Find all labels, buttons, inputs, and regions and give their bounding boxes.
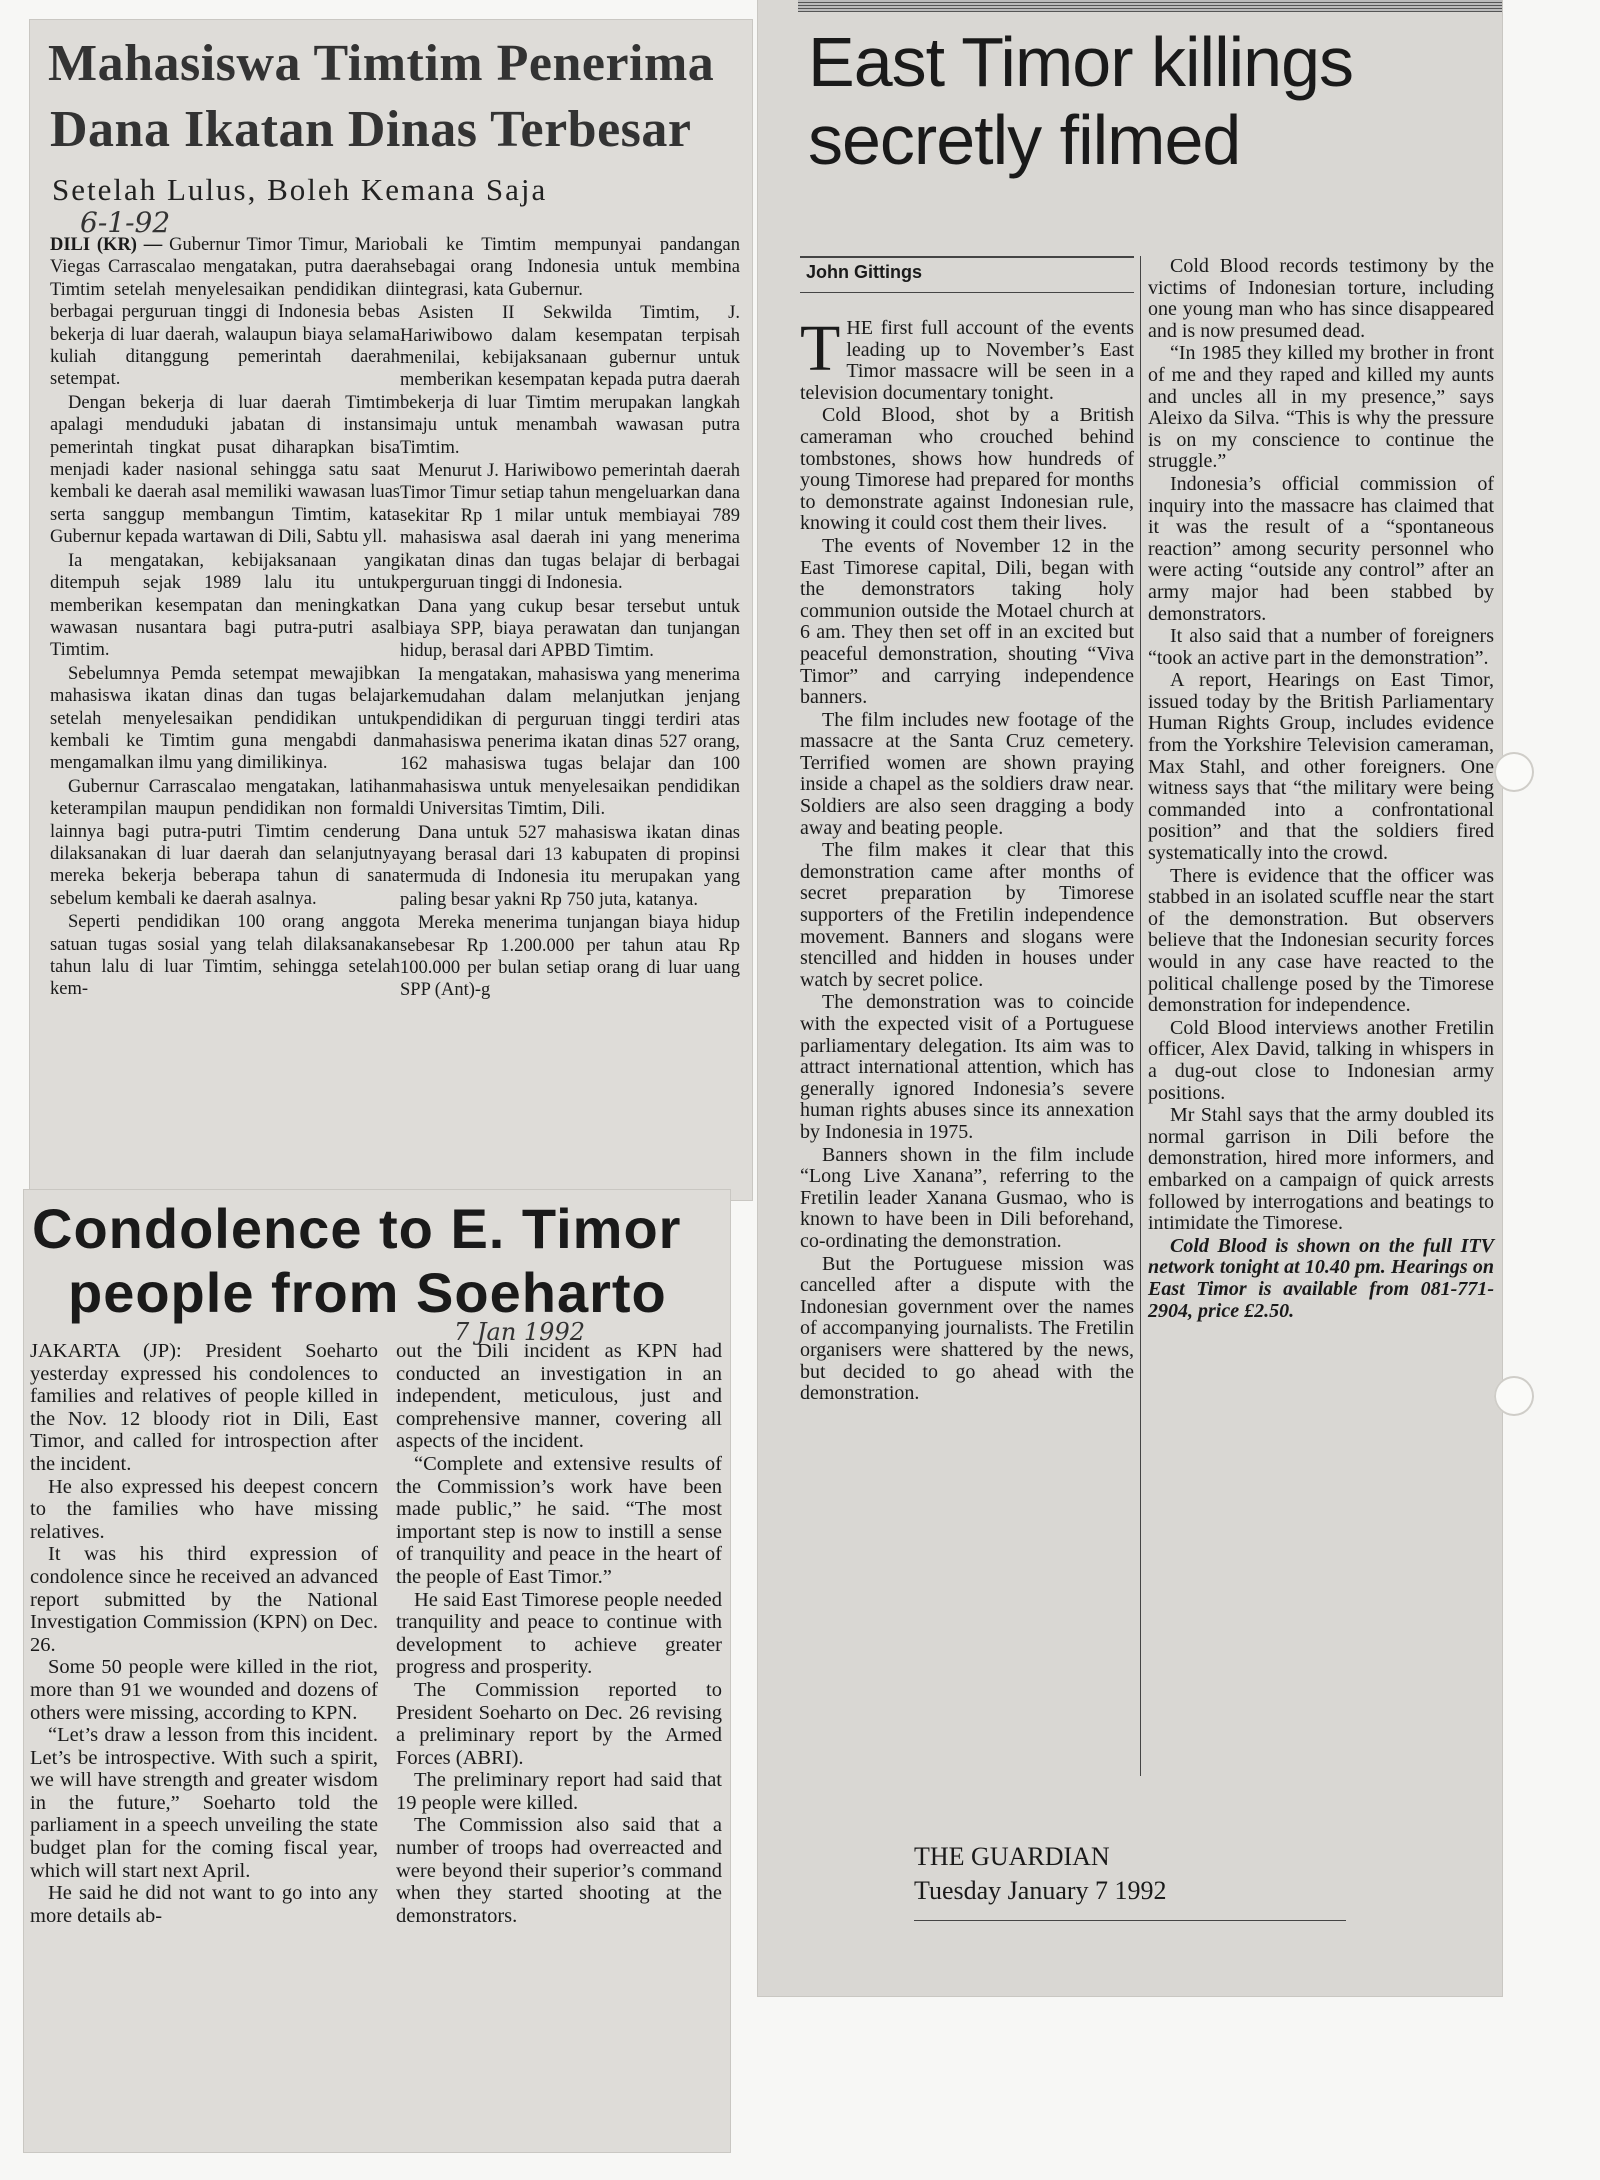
paragraph: Cold Blood, shot by a British cameraman who crouched behind tombstones, shows how hundreds of young Timorese had prepared for months to demonstrate against Indonesian rule, knowing it could cost them their lives. bbox=[800, 404, 1134, 535]
indo-subhead: Setelah Lulus, Boleh Kemana Saja bbox=[52, 172, 548, 207]
byline-rule-top bbox=[800, 256, 1134, 258]
condolence-clipping bbox=[24, 1190, 730, 2152]
source-date: Tuesday January 7 1992 bbox=[914, 1876, 1167, 1905]
paragraph: JAKARTA (JP): President Soeharto yesterday expressed his condolences to families and relatives of people killed in the Nov. 12 bloody riot in Dili, East Timor, and called for introspection after the incident. bbox=[30, 1340, 378, 1475]
paragraph: The film makes it clear that this demonstration came after months of secret preparation by Timorese supporters of the Fretilin independence movement. Banners and slogans were stencilled and hidden in houses under watch by secret police. bbox=[800, 839, 1134, 991]
paragraph: A report, Hearings on East Timor, issued today by the British Parliamentary Human Rights Group, includes evidence from the Yorkshire Television cameraman, Max Stahl, and other foreigners. One witness says that “the military were being commanded into a confrontational position” and that the soldiers fired systematically into the crowd. bbox=[1148, 669, 1494, 865]
condolence-handwritten-date: 7 Jan 1992 bbox=[454, 1318, 585, 1346]
paragraph: Some 50 people were killed in the riot, more than 91 we wounded and dozens of others were missing, according to KPN. bbox=[30, 1656, 378, 1724]
condolence-column-1 bbox=[30, 1340, 378, 1927]
guardian-column-2 bbox=[1148, 256, 1494, 1323]
guardian-headline-line1: East Timor killings bbox=[808, 23, 1354, 101]
source-name: THE GUARDIAN bbox=[914, 1842, 1110, 1871]
paragraph: Dengan bekerja di luar daerah Timtim apalagi menduduki jabatan di instansi pemerintah tingkat pusat diharapkan bisa menjadi kader nasional sehingga satu saat kembali ke daerah asal memiliki wawasan luas serta sanggup membangun Timtim, kata Gubernur kepada wartawan di Dili, Sabtu yll. bbox=[50, 392, 400, 548]
paragraph: Dana untuk 527 mahasiswa ikatan dinas yang berasal dari 13 kabupaten di propinsi termuda di Indonesia itu merupakan yang paling besar yakni Rp 750 juta, katanya. bbox=[400, 822, 740, 910]
paragraph: “Let’s draw a lesson from this incident. Let’s be introspective. With such a spirit, we will have strength and greater wisdom in the future,” Soeharto told the parliament in a speech unveiling the state budget plan for the coming fiscal year, which will start next April. bbox=[30, 1724, 378, 1882]
drop-cap: T bbox=[800, 312, 841, 385]
paragraph: It was his third expression of condolence since he received an advanced report submitted by the National Investigation Commission (KPN) on Dec. 26. bbox=[30, 1543, 378, 1656]
source-rule bbox=[914, 1920, 1346, 1921]
paragraph: Seperti pendidikan 100 orang anggota satuan tugas sosial yang telah dilaksanakan tahun lalu di luar Timtim, sehingga setelah kem- bbox=[50, 912, 400, 1000]
indo-column-1: DILI (KR) — Gubernur Timor Timur, Mario Viegas Carrascalao mengatakan, putra daerah Timtim setelah menyelesaikan pendidikan di berbagai perguruan tinggi di Indonesia bebas bekerja di luar daerah, walaupun biaya selama kuliah ditanggung pemerintah daerah setempat. Dengan bekerja di luar daerah Timtim apalagi menduduki jabatan di instansi pemerintah tingkat pusat diharapkan bisa menjadi kader nasional sehingga satu saat kembali ke daerah asal memiliki wawasan luas serta sanggup membangun Timtim, kata Gubernur kepada wartawan di Dili, Sabtu yll. Ia mengatakan, kebijaksanaan yang ditempuh sejak 1989 lalu itu untuk memberikan kesempatan dan meningkatkan wawasan nusantara bagi putra-putri asal Timtim. Sebelumnya Pemda setempat mewajibkan mahasiswa ikatan dinas dan tugas belajar setelah menyelesaikan pendidikan untuk kembali ke Timtim guna mengabdi dan mengamalkan ilmu yang dimilikinya. Gubernur Carrascalao mengatakan, latihan keterampilan maupun pendidikan non formal lainnya bagi putra-putri Timtim cenderung dilaksanakan di luar daerah dan selanjutnya mereka bekerja beberapa tahun di sana sebelum kembali ke daerah asalnya. Seperti pendidikan 100 orang anggota satuan tugas sosial yang telah dilaksanakan tahun lalu di luar Timtim, sehingga setelah kem- bbox=[50, 235, 401, 1000]
paragraph: It also said that a number of foreigners “took an active part in the demonstration”. bbox=[1148, 625, 1494, 669]
paragraph: Ia mengatakan, kebijaksanaan yang ditempuh sejak 1989 lalu itu untuk memberikan kesempatan dan meningkatkan wawasan nusantara bagi putra-putri asal Timtim. bbox=[50, 550, 400, 661]
paragraph: Menurut J. Hariwibowo pemerintah daerah Timor Timur setiap tahun mengeluarkan dana sekitar Rp 1 milar untuk membiayai 789 mahasiswa asal daerah ini yang menerima ikatan dinas dan tugas belajar di berbagai perguruan tinggi di Indonesia. bbox=[400, 461, 740, 594]
paragraph: But the Portuguese mission was cancelled after a dispute with the Indonesian government over the names of accompanying journalists. The Fretilin organisers were shattered by the news, but decided to go ahead with the demonstration. bbox=[800, 1252, 1134, 1405]
paragraph: The Commission also said that a number of troops had overreacted and were beyond their superior’s command when they started shooting at the demonstrators. bbox=[396, 1814, 722, 1927]
guardian-top-band bbox=[798, 0, 1502, 12]
guardian-headline-line2: secretly filmed bbox=[808, 101, 1241, 179]
punch-hole-lower bbox=[1494, 1376, 1534, 1416]
paragraph: The preliminary report had said that 19 people were killed. bbox=[396, 1769, 722, 1814]
paragraph: There is evidence that the officer was stabbed in an isolated scuffle near the start of the demonstration. But observers believe that the Indonesian security forces would in any case have reacted to the political challenge posed by the Timorese demonstration for independence. bbox=[1148, 864, 1494, 1017]
indo-headline-line2: Dana Ikatan Dinas Terbesar bbox=[50, 101, 692, 158]
paragraph: Cold Blood records testimony by the victims of Indonesian torture, including one young man who has since disappeared and is now presumed dead. bbox=[1148, 255, 1494, 342]
indo-column-2 bbox=[400, 234, 740, 1003]
paragraph: Mr Stahl says that the army doubled its normal garrison in Dili before the demonstration, hired more informers, and embarked on a campaign of quick arrests followed by interrogations and beatings to intimidate the Timorese. bbox=[1148, 1104, 1494, 1235]
paragraph: Asisten II Sekwilda Timtim, J. Hariwibowo dalam kesempatan terpisah menilai, kebijaksanaan gubernur untuk memberikan kesempatan kepada putra daerah bekerja di luar Timtim merupakan langkah maju untuk menambah wawasan putra Timtim. bbox=[400, 303, 740, 458]
paragraph: He said he did not want to go into any more details ab- bbox=[30, 1882, 378, 1927]
condolence-headline-line1: Condolence to E. Timor bbox=[32, 1197, 682, 1260]
column-divider bbox=[1140, 256, 1141, 1776]
indo-headline-line1: Mahasiswa Timtim Penerima bbox=[48, 35, 715, 92]
paragraph: Indonesia’s official commission of inquiry into the massacre has claimed that it was the result of a “spontaneous reaction” among security personnel who were acting “outside any control” after an army major had been stabbed by demonstrators. bbox=[1148, 472, 1494, 625]
guardian-clipping bbox=[758, 0, 1502, 1996]
indonesian-clipping bbox=[30, 20, 752, 1200]
condolence-column-2 bbox=[396, 1340, 722, 1927]
indo-handwritten-date: 6-1-92 bbox=[80, 206, 171, 239]
paragraph: bali ke Timtim mempunyai pandangan sebagai orang Indonesia untuk membina integrasi, kata Gubernur. bbox=[400, 235, 740, 300]
paragraph: “In 1985 they killed my brother in front of me and they raped and killed my aunts and uncles all in my presence,” says Aleixo da Silva. “This is why the pressure is on my conscience to continue the struggle.” bbox=[1148, 342, 1494, 473]
paragraph: Sebelumnya Pemda setempat mewajibkan mahasiswa ikatan dinas dan tugas belajar setelah menyelesaikan pendidikan untuk kembali ke Timtim guna mengabdi dan mengamalkan ilmu yang dimilikinya. bbox=[50, 663, 400, 774]
paragraph: The demonstration was to coincide with the expected visit of a Portuguese parliamentary delegation. Its aim was to attract international attention, which has generally ignored Indonesia’s severe human rights abuses since its annexation by Indonesia in 1975. bbox=[800, 991, 1134, 1143]
paragraph: The events of November 12 in the East Timorese capital, Dili, began with the demonstrators taking holy communion outside the Motael church at 6 am. They then set off in an excited but peaceful demonstration, shouting “Viva Timor” and carrying independence banners. bbox=[800, 534, 1134, 709]
byline: John Gittings bbox=[806, 262, 922, 282]
paragraph: He also expressed his deepest concern to the families who have missing relatives. bbox=[30, 1475, 378, 1543]
paragraph: out the Dili incident as KPN had conducted an investigation in an independent, meticulous, just and comprehensive manner, covering all aspects of the incident. bbox=[396, 1340, 722, 1453]
paragraph: Dana yang cukup besar tersebut untuk biaya SPP, biaya perawatan dan tunjangan hidup, berasal dari APBD Timtim. bbox=[400, 596, 740, 662]
paragraph: “Complete and extensive results of the Commission’s work have been made public,” he said. “The most important step is now to instill a sense of tranquility and peace in the heart of the people of East Timor.” bbox=[396, 1452, 722, 1588]
guardian-column-1: THE first full account of the events leading up to November’s East Timor massacre will be seen in a television documentary tonight. Cold Blood, shot by a British cameraman who crouched behind tombstones, shows how hundreds of young Timorese had prepared for months to demonstrate against Indonesian rule, knowing it could cost them their lives. The events of November 12 in the East Timorese capital, Dili, began with the demonstrators taking holy communion outside the Motael church at 6 am. They then set off in an excited but peaceful demonstration, shouting “Viva Timor” and carrying independence banners. The film includes new footage of the massacre at the Santa Cruz cemetery. Terrified women are shown praying inside a chapel as the soldiers draw near. Soldiers are also seen dragging a body away and beating people. The film makes it clear that this demonstration came after months of secret preparation by Timorese supporters of the Fretilin independence movement. Banners and slogans were stencilled and hidden in houses under watch by secret police. The demonstration was to coincide with the expected visit of a Portuguese parliamentary delegation. Its aim was to attract international attention, which has generally ignored Indonesia’s severe human rights abuses since its annexation by Indonesia in 1975. Banners shown in the film include “Long Live Xanana”, referring to the Fretilin leader Xanana Gusmao, who is known to have been in Dili beforehand, co-ordinating the demonstration. But the Portuguese mission was cancelled after a dispute with the Indonesian government over the names of accompanying journalists. The Fretilin organisers were shattered by the news, but decided to go ahead with the demonstration. bbox=[800, 312, 1134, 1405]
paragraph: He said East Timorese people needed tranquility and peace to continue with development to achieve greater progress and prosperity. bbox=[396, 1588, 722, 1679]
paragraph: Cold Blood interviews another Fretilin officer, Alex David, talking in whispers in a dug-out close to Indonesian army positions. bbox=[1148, 1016, 1494, 1104]
paragraph: Banners shown in the film include “Long Live Xanana”, referring to the Fretilin leader Xanana Gusmao, who is known to have been in Dili beforehand, co-ordinating the demonstration. bbox=[800, 1143, 1134, 1252]
paragraph: Ia mengatakan, mahasiswa yang menerima kemudahan dalam melanjutkan jenjang pendidikan di perguruan tinggi terdiri atas mahasiswa penerima ikatan dinas 527 orang, 162 mahasiswa tugas belajar dan 100 mahasiswa untuk menyelesaikan pendidikan di Universitas Timtim, Dili. bbox=[400, 664, 740, 820]
paragraph: Gubernur Carrascalao mengatakan, latihan keterampilan maupun pendidikan non formal lainnya bagi putra-putri Timtim cenderung dilaksanakan di luar daerah dan selanjutnya mereka bekerja beberapa tahun di sana sebelum kembali ke daerah asalnya. bbox=[50, 776, 400, 909]
paragraph: The film includes new footage of the massacre at the Santa Cruz cemetery. Terrified women are shown praying inside a chapel as the soldiers draw near. Soldiers are also seen dragging a body away and beating people. bbox=[800, 708, 1134, 839]
paragraph: Mereka menerima tunjangan biaya hidup sebesar Rp 1.200.000 per tahun atau Rp 100.000 per bulan setiap orang di luar uang SPP (Ant)-g bbox=[400, 913, 740, 1001]
indo-dateline: DILI (KR) — bbox=[50, 235, 163, 255]
byline-rule-bottom bbox=[800, 292, 1134, 293]
paragraph: The Commission reported to President Soeharto on Dec. 26 revising a preliminary report by the Armed Forces (ABRI). bbox=[396, 1678, 722, 1769]
punch-hole-upper bbox=[1494, 752, 1534, 792]
condolence-headline-line2: people from Soeharto bbox=[68, 1261, 667, 1324]
footnote: Cold Blood is shown on the full ITV network tonight at 10.40 pm. Hearings on East Timor is available from 081-771-2904, price £2.50. bbox=[1148, 1234, 1494, 1322]
